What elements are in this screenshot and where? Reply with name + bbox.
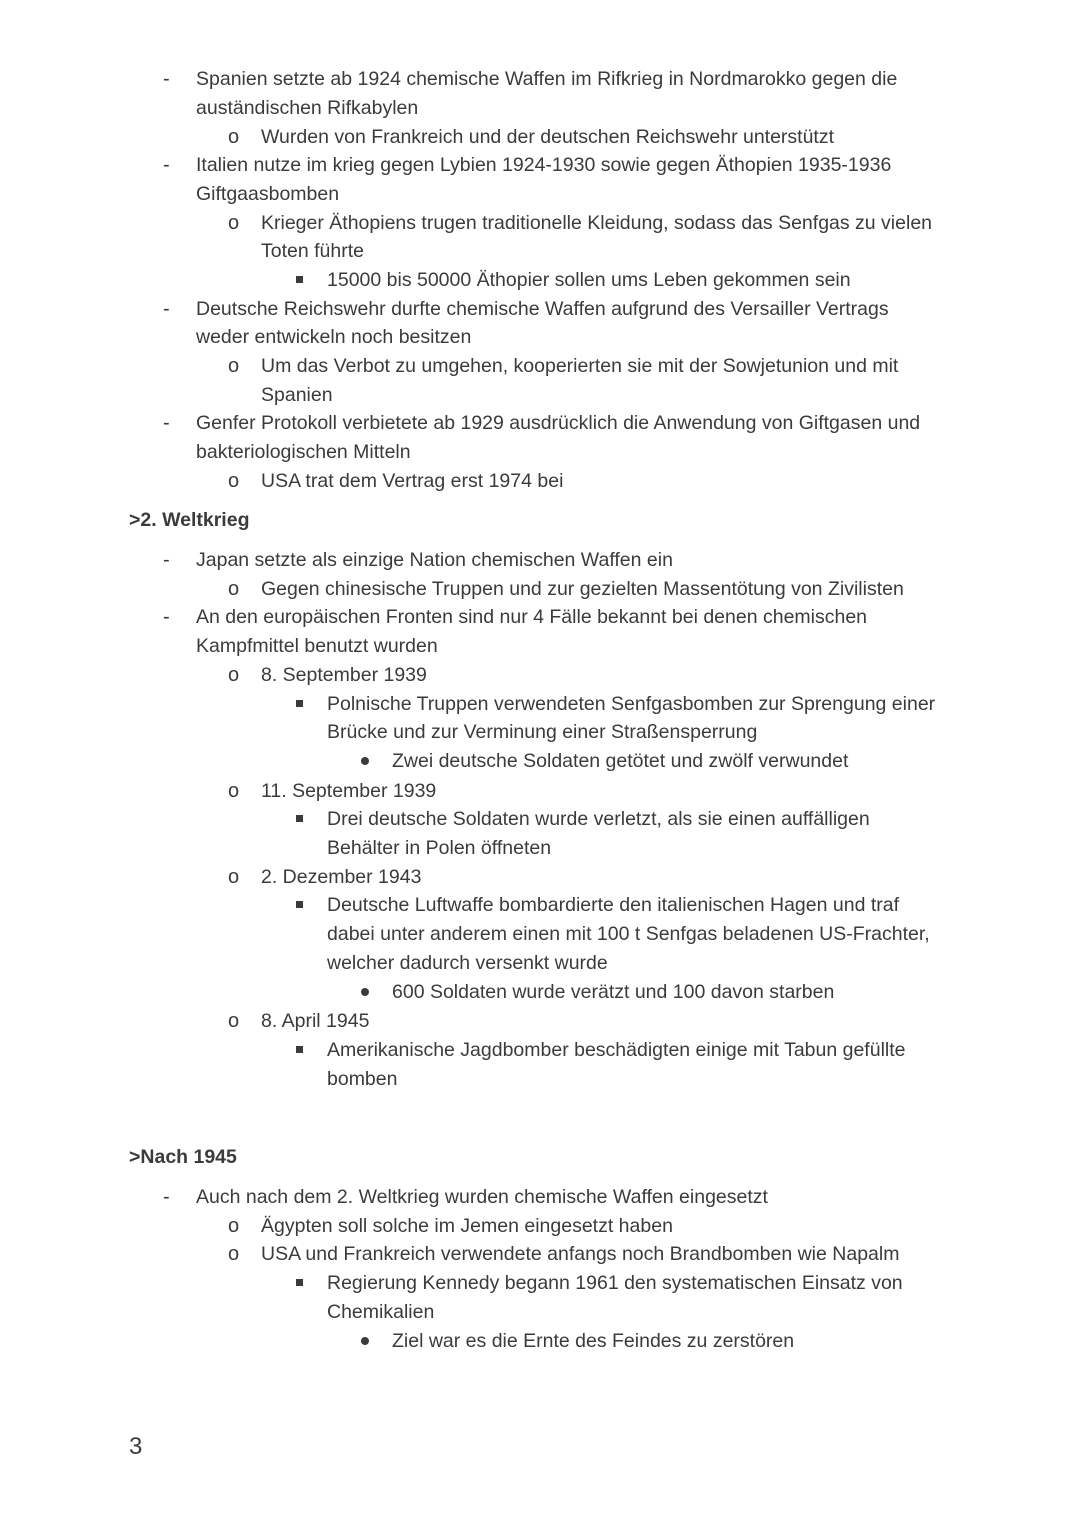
section-heading-ww2: >2. Weltkrieg [129,509,250,531]
list-item-continuation: welcher dadurch versenkt wurde [327,952,608,974]
list-item: 11. September 1939 [261,780,437,802]
circle-bullet: o [228,470,240,492]
list-item-continuation: Chemikalien [327,1301,435,1323]
dash-bullet: - [163,298,170,320]
circle-bullet: o [228,664,240,686]
list-item: Um das Verbot zu umgehen, kooperierten sie mit der Sowjetunion und mit [261,355,899,377]
circle-bullet: o [228,355,240,377]
list-item: Deutsche Luftwaffe bombardierte den italienischen Hagen und traf [327,894,900,916]
circle-bullet: o [228,866,240,888]
square-bullet [296,276,303,283]
list-item: 15000 bis 50000 Äthopier sollen ums Leben gekommen sein [327,269,851,291]
list-item-continuation: bomben [327,1068,398,1090]
circle-bullet: o [228,1010,240,1032]
square-bullet [296,901,303,908]
list-item: USA und Frankreich verwendete anfangs noch Brandbomben wie Napalm [261,1243,900,1265]
dash-bullet: - [163,606,170,628]
dash-bullet: - [163,68,170,90]
circle-bullet: o [228,1215,240,1237]
dot-bullet [361,1337,369,1345]
list-item-continuation: dabei unter anderem einen mit 100 t Senfgas beladenen US-Frachter, [327,923,930,945]
list-item: Spanien setzte ab 1924 chemische Waffen im Rifkrieg in Nordmarokko gegen die [196,68,898,90]
list-item-continuation: Giftgaasbomben [196,183,340,205]
list-item-continuation: weder entwickeln noch besitzen [196,326,472,348]
list-item-continuation: Spanien [261,384,333,406]
list-item: Deutsche Reichswehr durfte chemische Waffen aufgrund des Versailler Vertrags [196,298,889,320]
circle-bullet: o [228,212,240,234]
list-item: Regierung Kennedy begann 1961 den systematischen Einsatz von [327,1272,903,1294]
list-item-continuation: auständischen Rifkabylen [196,97,419,119]
circle-bullet: o [228,126,240,148]
list-item: Polnische Truppen verwendeten Senfgasbomben zur Sprengung einer [327,693,936,715]
list-item: Krieger Äthopiens trugen traditionelle Kleidung, sodass das Senfgas zu vielen [261,212,933,234]
list-item: Italien nutze im krieg gegen Lybien 1924-1930 sowie gegen Äthopien 1935-1936 [196,154,892,176]
list-item: 600 Soldaten wurde verätzt und 100 davon starben [392,981,835,1003]
list-item: Genfer Protokoll verbietete ab 1929 ausdrücklich die Anwendung von Giftgasen und [196,412,921,434]
square-bullet [296,1279,303,1286]
dash-bullet: - [163,1186,170,1208]
circle-bullet: o [228,780,240,802]
list-item-continuation: Brücke und zur Verminung einer Straßensperrung [327,721,758,743]
list-item: 8. April 1945 [261,1010,370,1032]
list-item: Ziel war es die Ernte des Feindes zu zerstören [392,1330,795,1352]
list-item: 8. September 1939 [261,664,427,686]
square-bullet [296,815,303,822]
list-item: USA trat dem Vertrag erst 1974 bei [261,470,564,492]
dot-bullet [361,988,369,996]
list-item: Wurden von Frankreich und der deutschen Reichswehr unterstützt [261,126,835,148]
list-item: Ägypten soll solche im Jemen eingesetzt haben [261,1215,673,1237]
list-item: Gegen chinesische Truppen und zur gezielten Massentötung von Zivilisten [261,578,904,600]
circle-bullet: o [228,1243,240,1265]
list-item-continuation: bakteriologischen Mitteln [196,441,411,463]
list-item: An den europäischen Fronten sind nur 4 Fälle bekannt bei denen chemischen [196,606,868,628]
section-heading-after-1945: >Nach 1945 [129,1146,237,1168]
list-item-continuation: Toten führte [261,240,364,262]
circle-bullet: o [228,578,240,600]
list-item: Auch nach dem 2. Weltkrieg wurden chemische Waffen eingesetzt [196,1186,768,1208]
list-item: Japan setzte als einzige Nation chemischen Waffen ein [196,549,673,571]
square-bullet [296,700,303,707]
list-item: 2. Dezember 1943 [261,866,422,888]
list-item-continuation: Kampfmittel benutzt wurden [196,635,438,657]
list-item: Drei deutsche Soldaten wurde verletzt, als sie einen auffälligen [327,808,870,830]
square-bullet [296,1046,303,1053]
dash-bullet: - [163,412,170,434]
page-number: 3 [129,1433,143,1460]
dash-bullet: - [163,549,170,571]
list-item: Zwei deutsche Soldaten getötet und zwölf verwundet [392,750,849,772]
dot-bullet [361,757,369,765]
list-item-continuation: Behälter in Polen öffneten [327,837,552,859]
dash-bullet: - [163,154,170,176]
list-item: Amerikanische Jagdbomber beschädigten einige mit Tabun gefüllte [327,1039,906,1061]
